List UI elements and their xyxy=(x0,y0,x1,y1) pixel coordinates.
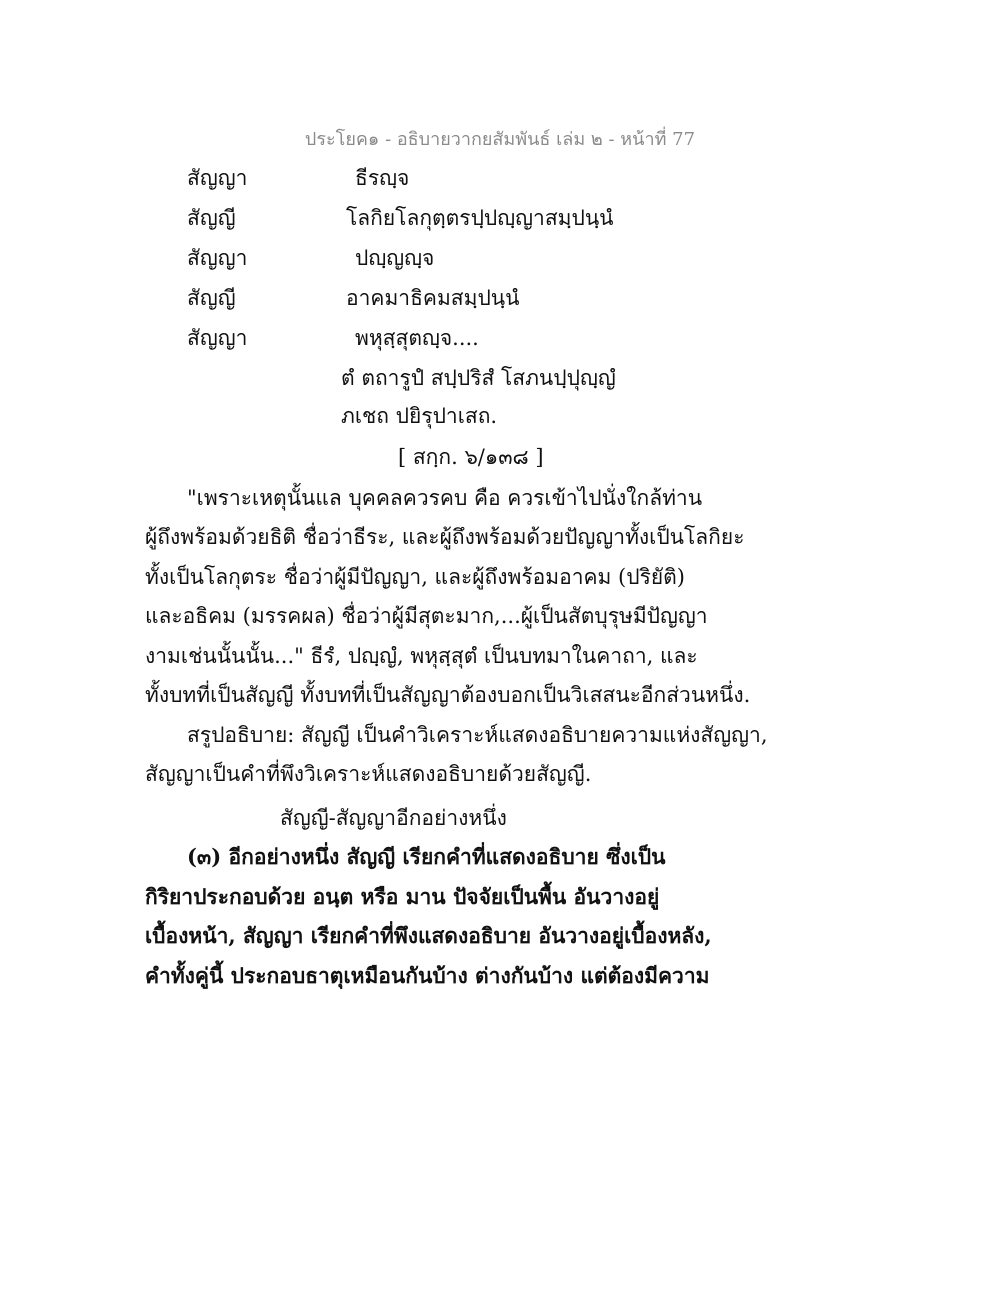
paragraph-line: กิริยาประกอบด้วย อนฺต หรือ มาน ปัจจัยเป็นพื้น อันวางอยู่ xyxy=(145,884,660,909)
pair-definition: ปญฺญญฺจ xyxy=(355,246,435,270)
paragraph-line: สรูปอธิบาย: สัญญี เป็นคำวิเคราะห์แสดงอธิบายความแห่งสัญญา, xyxy=(187,723,768,747)
pair-definition: ธีรญฺจ xyxy=(355,166,410,190)
pair-definition: อาคมาธิคมสมฺปนฺนํ xyxy=(346,286,520,310)
paragraph-line: สัญญาเป็นคำที่พึงวิเคราะห์แสดงอธิบายด้วยสัญญี. xyxy=(145,762,592,786)
running-header: ประโยค๑ - อธิบายวากยสัมพันธ์ เล่ม ๒ - หน้าที่ 77 xyxy=(304,129,696,150)
paragraph-line: ทั้งบทที่เป็นสัญญี ทั้งบทที่เป็นสัญญาต้องบอกเป็นวิเสสนะอีกส่วนหนึ่ง. xyxy=(145,683,751,707)
section-subheading: สัญญี-สัญญาอีกอย่างหนึ่ง xyxy=(280,806,507,830)
source-reference: [ สกฺก. ๖/๑๓๘ ] xyxy=(398,445,544,469)
pair-term: สัญญี xyxy=(187,206,236,230)
verse-line: ตํ ตถารูปํ สปฺปริสํ โสภนปฺปุญฺญํ xyxy=(341,366,616,390)
paragraph-line: เบื้องหน้า, สัญญา เรียกคำที่พึงแสดงอธิบาย อันวางอยู่เบื้องหลัง, xyxy=(145,923,712,948)
paragraph-line: (๓) อีกอย่างหนึ่ง สัญญี เรียกคำที่แสดงอธิบาย ซึ่งเป็น xyxy=(187,844,666,869)
paragraph-line: และอธิคม (มรรคผล) ชื่อว่าผู้มีสุตะมาก,...ผู้เป็นสัตบุรุษมีปัญญา xyxy=(145,604,708,628)
paragraph-line: ผู้ถึงพร้อมด้วยธิติ ชื่อว่าธีระ, และผู้ถึงพร้อมด้วยปัญญาทั้งเป็นโลกิยะ xyxy=(145,525,745,549)
pair-definition: โลกิยโลกุตฺตรปฺปญฺญาสมฺปนฺนํ xyxy=(346,206,614,230)
verse-line: ภเชถ ปยิรุปาเสถ. xyxy=(341,404,498,428)
pair-term: สัญญา xyxy=(187,326,248,350)
paragraph-line: "เพราะเหตุนั้นแล บุคคลควรคบ คือ ควรเข้าไปนั่งใกล้ท่าน xyxy=(187,486,703,510)
paragraph-line: งามเช่นนั้นนั้น..." ธีรํ, ปญฺญํ, พหุสฺสุตํ เป็นบทมาในคาถา, และ xyxy=(145,644,698,668)
pair-definition: พหุสฺสุตญฺจ.... xyxy=(355,326,479,350)
pair-term: สัญญา xyxy=(187,246,248,270)
paragraph-line: คำทั้งคู่นี้ ประกอบธาตุเหมือนกันบ้าง ต่างกันบ้าง แต่ต้องมีความ xyxy=(145,963,710,988)
pair-term: สัญญี xyxy=(187,286,236,310)
pair-term: สัญญา xyxy=(187,166,248,190)
paragraph-line: ทั้งเป็นโลกุตระ ชื่อว่าผู้มีปัญญา, และผู้ถึงพร้อมอาคม (ปริยัติ) xyxy=(145,565,685,589)
